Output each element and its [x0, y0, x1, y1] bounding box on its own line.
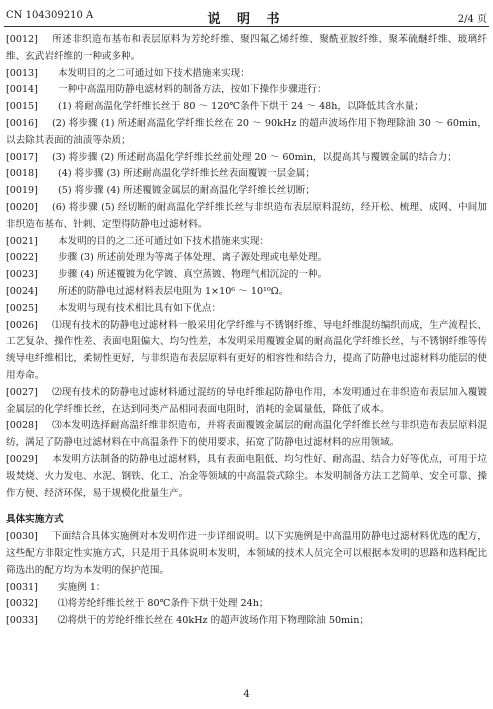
paragraph	[6, 580, 487, 597]
paragraph-number: [0022]	[6, 252, 38, 264]
paragraph-number: [0029]	[6, 453, 38, 465]
paragraph-text: ⑵将烘干的芳纶纤维长丝在 40kHz 的超声波场作用下物理除油 50min；	[58, 615, 369, 627]
paragraph-number: [0012]	[6, 34, 38, 45]
paragraph	[6, 116, 487, 150]
paragraph	[6, 234, 487, 251]
paragraph-number: [0018]	[6, 168, 38, 180]
paragraph-number: [0014]	[6, 84, 38, 96]
paragraph-number: [0019]	[6, 185, 38, 197]
paragraph-number: [0033]	[6, 615, 38, 627]
paragraph-text: (1) 将耐高温化学纤维长丝于 80 ～ 120℃条件下烘干 24 ～ 48h，以降低其含水量；	[58, 101, 424, 113]
header-rule	[4, 26, 489, 27]
paragraph-number: [0025]	[6, 302, 38, 314]
paragraph-text: 本发明与现有技术相比具有如下优点：	[58, 302, 222, 314]
paragraph-text: (5) 将步骤 (4) 所述覆镀金属层的耐高温化学纤维长丝切断；	[58, 185, 315, 197]
page-header	[0, 8, 493, 27]
paragraph	[6, 250, 487, 267]
page-info: 2/4 页	[457, 14, 487, 25]
paragraph	[6, 99, 487, 116]
paragraph-text: 步骤 (4) 所述覆镀为化学镀、真空蒸镀、物理气相沉淀的一种。	[58, 269, 328, 281]
paragraph	[6, 385, 487, 419]
paragraph	[6, 318, 487, 385]
paragraph	[6, 183, 487, 200]
paragraph	[6, 267, 487, 284]
paragraph-text: 本发明方法制备的防静电过滤材料，具有表面电阻低、均匀性好、耐高温、结合力好等优点，可用于垃圾焚烧、火力发电、水泥、钢铁、化工、冶金等领域的中高温袋式除尘。本发明制备方法工艺简单、安全可靠、操作方便、经济环保，易于规模化批量生产。	[6, 453, 487, 499]
paragraph-text: 一种中高温用防静电滤材料的制备方法，按如下操作步骤进行：	[58, 84, 327, 96]
paragraph-text: 实施例 1：	[58, 581, 106, 593]
paragraph-number: [0027]	[6, 386, 38, 398]
paragraph	[6, 150, 487, 167]
paragraph-number: [0032]	[6, 598, 38, 610]
paragraph-text: 所述的防静电过滤材料表层电阻为 1×10⁶ ～ 10¹⁰Ω。	[58, 285, 289, 297]
paragraph	[6, 452, 487, 502]
paragraph-number: [0017]	[6, 151, 38, 163]
paragraph	[6, 66, 487, 83]
paragraph	[6, 418, 487, 452]
paragraph-text: ⑶本发明选择耐高温纤维非织造布，并将表面覆镀金属层的耐高温化学纤维长丝与非织造布表层原料混纺，满足了防静电过滤材料在中高温条件下的使用要求，拓宽了防静电过滤材料的应用领域。	[6, 420, 487, 449]
paragraph-text: ⑵现有技术的防静电过滤材料通过混纺的导电纤维起防静电作用，本发明通过在非织造布表层加入覆镀金属层的化学纤维长丝，在达到同类产品相同表面电阻时，消耗的金属量低，降低了成本。	[6, 386, 487, 415]
paragraph	[6, 613, 487, 630]
paragraph	[6, 596, 487, 613]
paragraph-text: 本发明目的之二可通过如下技术措施来实现：	[58, 67, 250, 79]
page-number: 4	[243, 689, 250, 700]
paragraph	[6, 200, 487, 234]
paragraph-list	[6, 32, 487, 502]
paragraph-text: (2) 将步骤 (1) 所述耐高温化学纤维长丝在 20 ～ 90kHz 的超声波场作用下物理除油 30 ～ 60min，以去除其表面的油渍等杂质；	[6, 117, 487, 146]
paragraph	[6, 166, 487, 183]
document-body	[6, 32, 487, 630]
paragraph-text: 下面结合具体实施例对本发明作进一步详细说明。以下实施例是中高温用防静电过滤材料优选的配方，这些配方非限定性实施方式，只是用于具体说明本发明，本领域的技术人员完全可以根据本发明的思路和选料配比筛选出的配方均为本发明的保护范围。	[6, 531, 487, 576]
paragraph-number: [0026]	[6, 319, 38, 331]
paragraph-number: [0031]	[6, 581, 38, 593]
paragraph-text: 所述非织造布基布和表层原料为芳纶纤维、聚四氟乙烯纤维、聚酰亚胺纤维、聚苯硫醚纤维、玻璃纤维、玄武岩纤维的一种或多种。	[6, 34, 487, 62]
paragraph-number: [0030]	[6, 531, 38, 543]
paragraph-number: [0016]	[6, 117, 38, 129]
paragraph-number: [0013]	[6, 67, 38, 79]
publication-number: CN 104309210 A	[6, 10, 94, 21]
paragraph-text: ⑴将芳纶纤维长丝于 80℃条件下烘干处理 24h；	[58, 598, 269, 610]
paragraph-number: [0024]	[6, 285, 38, 297]
paragraph-number: [0028]	[6, 420, 38, 432]
paragraph-text: (4) 将步骤 (3) 所述耐高温化学纤维长丝表面覆镀一层金属；	[58, 168, 315, 180]
paragraph-text: (3) 将步骤 (2) 所述耐高温化学纤维长丝前处理 20 ～ 60min，以提高其与覆镀金属的结合力；	[52, 151, 457, 163]
paragraph	[6, 529, 487, 579]
paragraph-number: [0021]	[6, 235, 38, 247]
section-title: 具体实施方式	[6, 514, 64, 526]
document-title: 说 明 书	[207, 12, 286, 27]
paragraph-text: (6) 将步骤 (5) 经切断的耐高温化学纤维长丝与非织造布表层原料混纺，经开松、梳理、成网、中间加非织造布基布、针刺、定型得防静电过滤材料。	[6, 201, 487, 230]
paragraph	[6, 301, 487, 318]
paragraph-number: [0015]	[6, 101, 38, 113]
paragraph	[6, 284, 487, 301]
paragraph-number: [0023]	[6, 269, 38, 281]
paragraph	[6, 82, 487, 99]
paragraph-text: 本发明的目的之二还可通过如下技术措施来实现：	[58, 235, 270, 247]
paragraph	[6, 32, 487, 66]
paragraph-text: 步骤 (3) 所述前处理为等离子体处理、离子源处理或电晕处理。	[58, 252, 328, 264]
paragraph-text: ⑴现有技术的防静电过滤材料一般采用化学纤维与不锈钢纤维、导电纤维混纺编织而成，生产流程长、工艺复杂、操作性差、表面电阻偏大、均匀性差，本发明采用覆镀金属的耐高温化学纤维长丝，与不锈钢纤维等传统导电纤维相比，柔韧性更好，与非织造布表层原料有更好的相容性和结合力，提高了防静电过滤材料功能层的使用寿命。	[6, 319, 487, 381]
paragraph-list-2	[6, 529, 487, 630]
paragraph-number: [0020]	[6, 201, 38, 213]
